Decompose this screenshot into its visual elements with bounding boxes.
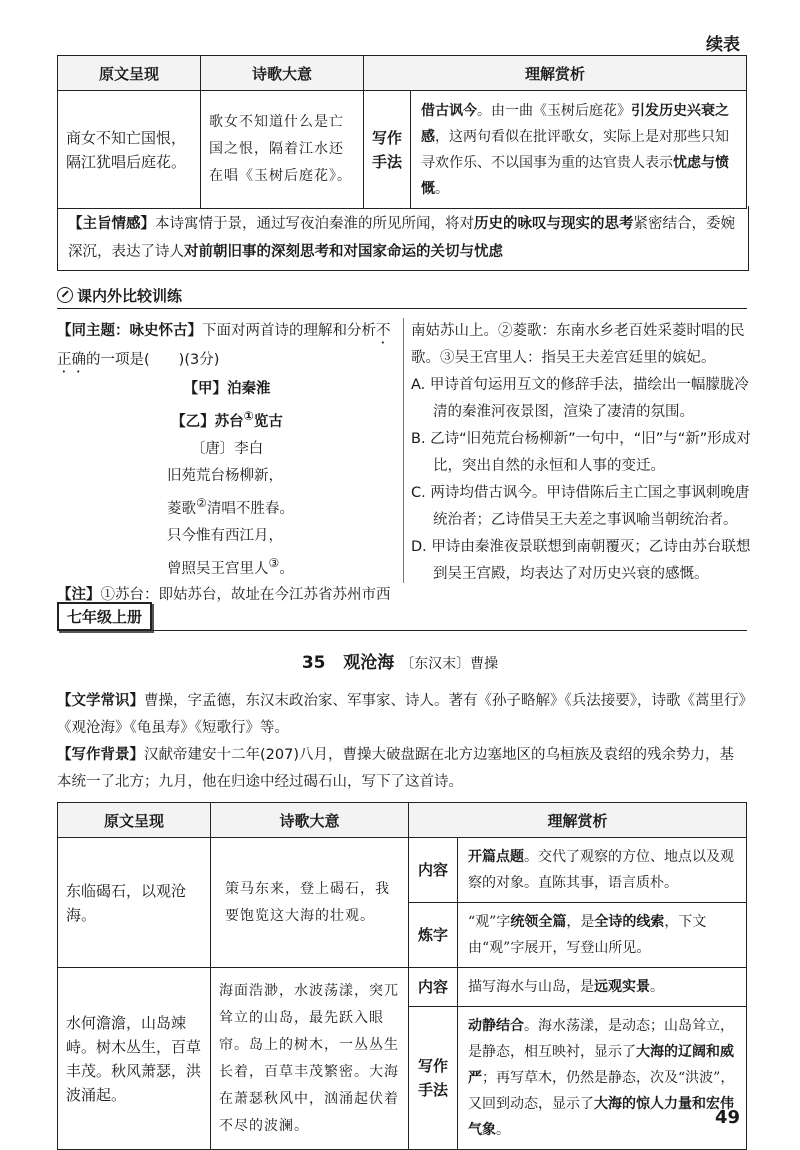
analysis-cell <box>458 903 747 968</box>
lesson-intro <box>57 688 747 796</box>
theme-summary <box>57 206 749 271</box>
footnote-mark: ② <box>196 495 207 510</box>
lesson-author: 曹操 <box>470 656 499 672</box>
poem-line: 只今惟有西江月， <box>167 527 283 544</box>
question-tail: 的一项是( )(3分) <box>86 352 220 368</box>
theme-keyword: 历史的咏叹与现实的思考 <box>474 216 634 232</box>
analysis-keyword: 开篇点题 <box>468 849 524 865</box>
pen-circle-icon <box>57 287 73 303</box>
poem-b-title-text: 览古 <box>253 413 283 430</box>
col-header-original: 原文呈现 <box>58 803 211 838</box>
poem-table-continued <box>57 55 747 209</box>
analysis-cell <box>458 1007 747 1150</box>
poem-line-text: 清唱不胜春。 <box>206 500 294 517</box>
poem-b-title <box>57 403 397 436</box>
poem-line <box>167 490 397 523</box>
literary-knowledge <box>57 688 747 742</box>
grade-badge: 七年级上册 <box>57 602 152 631</box>
comparison-question-right <box>411 318 751 588</box>
lesson-number: 35 <box>301 653 326 673</box>
analysis-keyword: 借古讽今 <box>421 102 477 119</box>
col-header-original: 原文呈现 <box>58 56 201 91</box>
poem-line: 旧苑荒台杨柳新， <box>167 467 283 484</box>
comparison-question-left <box>57 318 397 609</box>
analysis-keyword: 大海的惊人力量和宏伟气象 <box>468 1096 734 1138</box>
analysis-text: 。 <box>496 1122 510 1138</box>
analysis-keyword: 大海的辽阔和威严 <box>468 1044 734 1086</box>
analysis-keyword: 全诗的线索 <box>594 914 665 930</box>
analysis-text: 。 <box>435 180 449 197</box>
analysis-keyword: 远观实景 <box>594 979 650 995</box>
word-choice-tag: 炼字 <box>409 903 458 968</box>
note-continued: 南姑苏山上。②菱歌：东南水乡老百姓采菱时唱的民歌。③吴王宫里人：指吴王夫差宫廷里的嫔妃。 <box>411 323 745 366</box>
analysis-cell <box>458 838 747 903</box>
note-text: ①苏台：即姑苏台，故址在今江苏省苏州市西 <box>100 587 391 604</box>
analysis-cell <box>411 91 747 209</box>
analysis-text: ，这两句看似在批评歌女，实际上是对那些只知寻欢作乐、不以国事为重的达官贵人表示 <box>421 128 729 171</box>
poem-line-text: 菱歌 <box>167 500 196 517</box>
grade-divider <box>57 630 747 631</box>
background-text: 汉献帝建安十二年(207)八月，曹操大破盘踞在北方边塞地区的乌桓族及袁绍的残余势力，基本统一了北方；九月，他在归途中经过碣石山，写下了这首诗。 <box>57 747 734 790</box>
poem-line-text: 曾照吴王宫里人 <box>167 560 269 577</box>
analysis-text: “观”字 <box>468 914 511 930</box>
analysis-text: ，下文由“观”字展开，写登山所见。 <box>468 914 707 956</box>
col-header-meaning: 诗歌大意 <box>201 56 364 91</box>
meaning-cell: 策马东来，登上碣石，我要饱览这大海的壮观。 <box>211 838 409 968</box>
column-divider <box>403 318 404 583</box>
lesson-name: 观沧海 <box>343 653 395 673</box>
continued-label: 续表 <box>706 35 740 55</box>
technique-tag: 写作手法 <box>364 91 411 209</box>
question-label: 【同主题：咏史怀古】 <box>57 323 202 339</box>
lesson-dynasty: 〔东汉末〕 <box>400 656 471 672</box>
meaning-cell: 歌女不知道什么是亡国之恨，隔着江水还在唱《玉树后庭花》。 <box>201 91 364 209</box>
analysis-keyword: 忧虑与愤慨 <box>421 154 729 197</box>
analysis-text: 。交代了观察的方位、地点以及观察的对象。直陈其事，语言质朴。 <box>468 849 734 891</box>
analysis-text: ，是 <box>566 914 595 930</box>
col-header-analysis: 理解赏析 <box>364 56 747 91</box>
col-header-meaning: 诗歌大意 <box>211 803 409 838</box>
poem-line <box>167 550 397 583</box>
footnote-mark: ① <box>243 409 254 423</box>
analysis-cell <box>458 968 747 1007</box>
writing-background <box>57 742 747 796</box>
content-tag: 内容 <box>409 968 458 1007</box>
lesson-title <box>0 648 800 673</box>
page-number: 49 <box>714 1107 740 1128</box>
meaning-cell: 海面浩渺，水波荡漾，突兀耸立的山岛，最先跃入眼帘。岛上的树木，一丛丛生长着，百草丰茂繁密。大海在萧瑟秋风中，汹涌起伏着不尽的波澜。 <box>211 968 409 1150</box>
question-text: 下面对两首诗的理解和分析 <box>202 323 376 339</box>
poem-b-author: 〔唐〕李白 <box>190 440 264 457</box>
theme-text: 本诗寓情于景，通过写夜泊秦淮的所见所闻，将对 <box>155 216 474 232</box>
poem-b-body <box>57 463 397 583</box>
original-text-cell: 水何澹澹，山岛竦峙。树木丛生，百草丰茂。秋风萧瑟，洪波涌起。 <box>58 968 211 1150</box>
poem-line-text: 。 <box>279 560 294 577</box>
note-label: 【注】 <box>57 587 101 604</box>
background-label: 【写作背景】 <box>57 747 144 763</box>
option-c: C. 两诗均借古讽今。甲诗借陈后主亡国之事讽刺晚唐统治者；乙诗借吴王夫差之事讽喻当朝统治者。 <box>411 485 750 528</box>
original-text-cell: 商女不知亡国恨，隔江犹唱后庭花。 <box>58 91 201 209</box>
theme-keyword: 对前朝旧事的深刻思考和对国家命运的关切与忧虑 <box>184 244 503 260</box>
comparison-section-title <box>57 285 182 306</box>
analysis-keyword: 统领全篇 <box>510 914 567 930</box>
section-title-text: 课内外比较训练 <box>77 287 183 305</box>
analysis-text: 。 <box>650 979 664 995</box>
poem-b-title-text: 【乙】苏台 <box>171 413 244 430</box>
question-stem <box>57 318 397 376</box>
question-emphasis: 不正确 <box>57 323 391 368</box>
analysis-text: 。由一曲《玉树后庭花》 <box>477 102 631 119</box>
literary-text: 曹操，字孟德，东汉末政治家、军事家、诗人。著有《孙子略解》《兵法接要》，诗歌《蒿里行》《观沧海》《龟虽寿》《短歌行》等。 <box>57 693 746 736</box>
theme-text: 紧密结合，委婉深沉，表达了诗人 <box>68 216 735 260</box>
analysis-text: 描写海水与山岛，是 <box>468 979 594 995</box>
option-d: D. 甲诗由秦淮夜景联想到南朝覆灭；乙诗由苏台联想到吴王宫殿，均表达了对历史兴衰的感慨。 <box>411 539 751 582</box>
analysis-keyword: 动静结合 <box>468 1018 524 1034</box>
option-b: B. 乙诗“旧苑荒台杨柳新”一句中，“旧”与“新”形成对比，突出自然的永恒和人事的变迁。 <box>411 431 751 474</box>
col-header-analysis: 理解赏析 <box>409 803 747 838</box>
analysis-keyword: 引发历史兴衰之感 <box>421 102 729 145</box>
theme-label: 【主旨情感】 <box>68 216 155 232</box>
option-a: A. 甲诗首句运用互文的修辞手法，描绘出一幅朦胧冷清的秦淮河夜景图，渲染了凄清的氛围。 <box>411 377 749 420</box>
analysis-text: 。海水荡漾，是动态；山岛耸立，是静态，相互映衬，显示了 <box>468 1018 734 1060</box>
technique-tag: 写作手法 <box>409 1007 458 1150</box>
footnote-mark: ③ <box>268 555 280 570</box>
poem-a-title: 【甲】泊秦淮 <box>183 381 271 397</box>
content-tag: 内容 <box>409 838 458 903</box>
analysis-text: ；再写草木，仍然是静态，次及“洪波”，又回到动态，显示了 <box>468 1070 735 1112</box>
original-text-cell: 东临碣石，以观沧海。 <box>58 838 211 968</box>
poem-table-guan-cang-hai <box>57 802 747 1150</box>
literary-label: 【文学常识】 <box>57 693 144 709</box>
section-divider <box>57 308 747 309</box>
